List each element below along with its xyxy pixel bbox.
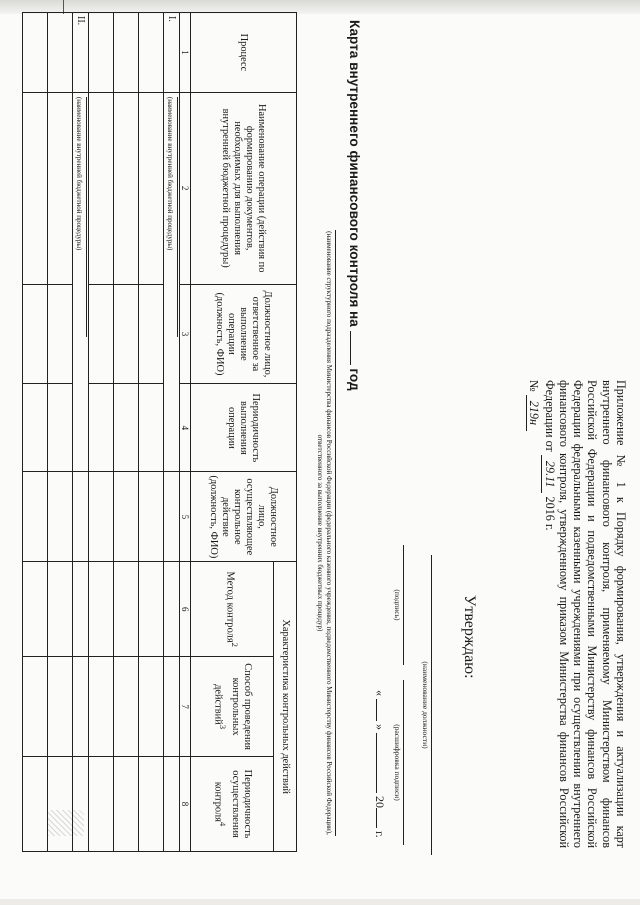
date-close-quote: » — [373, 724, 387, 730]
signature-caption: (подпись) — [393, 545, 404, 665]
section-label: II. — [73, 13, 89, 93]
annex-text: Приложение № 1 к Порядку формирования, утверждения и актуализации карт внутреннего финансового контроля, применяемому Министерством финансов Российской Федерации и подведомственными Министерству финансов Российской Федерации федеральными казенными учреждениями при осуществлении внутреннего финансового контроля, утвержденному приказом Министерства финансов Российской Федерации от — [542, 380, 628, 848]
header-controller: Должностное лицо, осуществляющее контрольное действие (должность, ФИО) — [191, 472, 297, 562]
date-year-prefix: 20 — [373, 796, 387, 808]
col-number: 3 — [180, 284, 191, 384]
col-number: 1 — [180, 13, 191, 93]
procedure-name-field[interactable]: (наименование внутренней бюджетной процедуры) — [73, 92, 89, 472]
header-characteristics: Характеристика контрольных действий — [274, 562, 297, 852]
annex-number-handwritten: 219н — [526, 395, 541, 431]
header-responsible: Должностное лицо, ответственное за выполнение операции (должность, ФИО) — [191, 284, 297, 384]
position-caption: (наименование должности) — [421, 555, 432, 855]
approval-title: Утверждаю: — [461, 595, 478, 679]
header-periodicity-operation: Периодичность выполнения операции — [191, 384, 297, 472]
header-operation: Наименование операции (действия по формированию документов, необходимых для выполнения внутренней бюджетной процедуры) — [191, 92, 297, 284]
map-title-right: год — [347, 368, 362, 391]
table-row — [48, 13, 73, 852]
table-row — [89, 13, 114, 852]
annex-date-handwritten: 29.11 — [541, 455, 556, 494]
col-number: 2 — [180, 92, 191, 284]
map-title-left: Карта внутреннего финансового контроля на — [347, 20, 362, 327]
table-row — [114, 13, 139, 852]
date-open-quote: « — [373, 690, 387, 696]
table-row — [23, 13, 48, 852]
annex-heading — [526, 380, 628, 848]
procedure-name-field[interactable]: (наименование внутренней бюджетной процедуры) — [164, 92, 180, 472]
col-number: 6 — [180, 562, 191, 657]
annex-year: 2016 г. — [542, 496, 557, 531]
approval-date — [372, 690, 387, 838]
section-row — [164, 13, 180, 852]
col-number: 8 — [180, 757, 191, 852]
section-label: I. — [164, 13, 180, 93]
header-periodicity-control: Периодичность осуществления контроля$^4$ — [191, 757, 274, 852]
section-row — [73, 13, 89, 852]
decode-caption: (расшифровка подписи) — [393, 680, 404, 845]
header-way: Способ проведения контрольных действий$^3$ — [191, 657, 274, 757]
header-method: Метод контроля$^2$ — [191, 562, 274, 657]
table-row — [139, 13, 164, 852]
col-number: 5 — [180, 472, 191, 562]
map-title — [347, 20, 362, 391]
date-year-suffix: г. — [373, 831, 387, 838]
annex-number-prefix: № — [527, 380, 542, 392]
col-number: 4 — [180, 384, 191, 472]
unit-caption: (наименование структурного подразделения Министерства финансов Российской Федерации (федерального казенного учреждения, подведомственного Министерству финансов Российской Федерации), ответственного за выполнение внутренних бюджетных процедур) — [316, 230, 336, 836]
header-process: Процесс — [191, 13, 297, 93]
control-map-table — [22, 12, 297, 852]
column-number-row — [180, 13, 191, 852]
col-number: 7 — [180, 657, 191, 757]
